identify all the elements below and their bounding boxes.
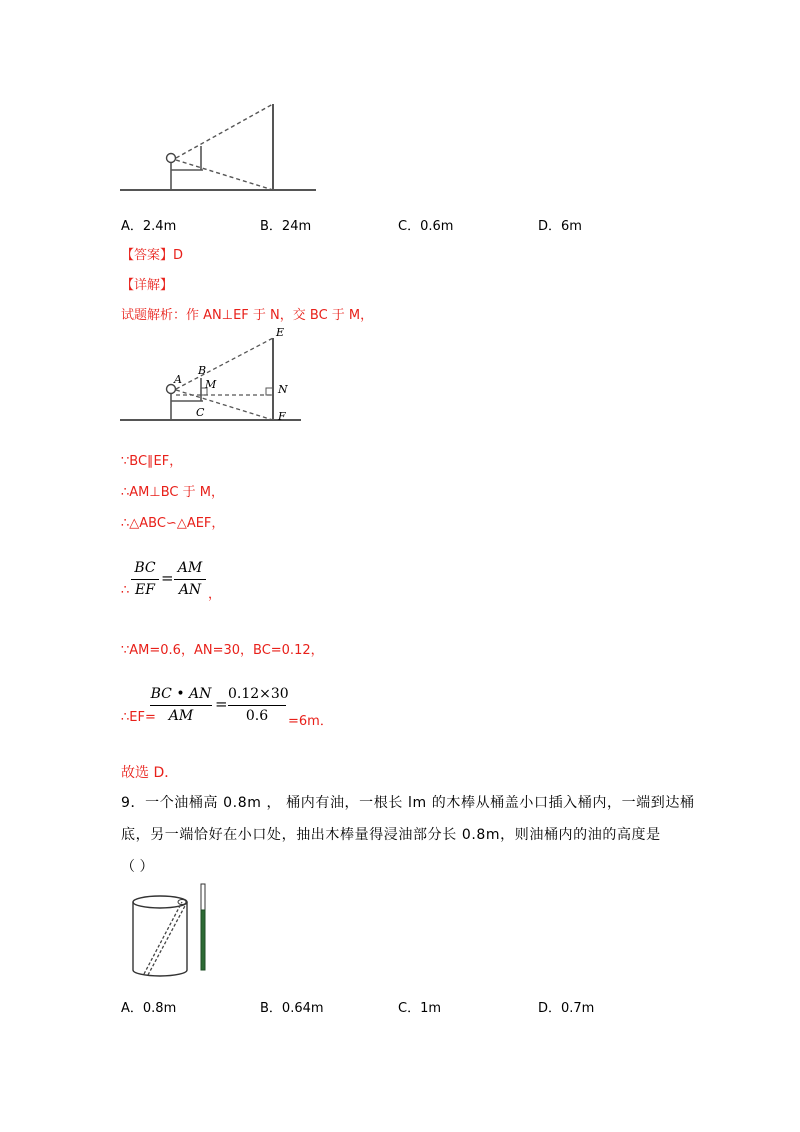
- ratio-right-numerator: AM: [177, 560, 203, 576]
- label-e: E: [276, 326, 285, 339]
- q9-line-1: 9．一个油桶高 0.8m ， 桶内有油，一根长 lm 的木棒从桶盖小口插入桶内，一端到达桶: [121, 795, 695, 811]
- step-parallel: ∵BC∥EF，: [121, 454, 183, 469]
- step-similar: ∴△ABC∽△AEF，: [121, 516, 225, 531]
- ef-frac1-bar: [150, 705, 212, 706]
- step-ef-prefix: ∴EF=: [121, 710, 156, 725]
- q9-option-c: C．1m: [398, 1001, 442, 1016]
- q9-option-a: A．0.8m: [121, 1001, 177, 1016]
- sight-line-bottom: [176, 160, 273, 190]
- figure-1-diagram: [118, 98, 318, 194]
- q9-line-2: 底，另一端恰好在小口处，抽出木棒量得浸油部分长 0.8m，则油桶内的油的高度是: [121, 827, 661, 843]
- q8-option-b: B．24m: [260, 219, 312, 234]
- ef-frac2-denominator: 0.6: [245, 708, 269, 724]
- analysis-text: 试题解析：作 AN⊥EF 于 N，交 BC 于 M，: [121, 308, 374, 323]
- q8-option-c: C．0.6m: [398, 219, 454, 234]
- label-m: M: [205, 378, 217, 391]
- ratio-right-denominator: AN: [178, 582, 202, 598]
- answer-label: 【答案】D: [121, 248, 184, 263]
- ratio-left-numerator: BC: [134, 560, 156, 576]
- label-f: F: [278, 410, 286, 423]
- conclusion: 故选 D．: [121, 765, 179, 781]
- label-b: B: [198, 364, 207, 377]
- eye-circle: [167, 154, 176, 163]
- ratio-right-bar: [174, 579, 206, 580]
- q9-paren: （ ）: [121, 859, 154, 875]
- label-c: C: [196, 406, 205, 419]
- figure-3-barrel-diagram: [128, 880, 223, 980]
- ratio-left-bar: [131, 579, 159, 580]
- step-values: ∵AM=0.6，AN=30，BC=0.12，: [121, 643, 324, 658]
- ef-frac2-bar: [228, 705, 286, 706]
- ef-frac1-denominator: AM: [168, 708, 194, 724]
- q8-option-a: A．2.4m: [121, 219, 177, 234]
- label-n: N: [278, 383, 288, 396]
- ratio-tail: ，: [208, 587, 222, 602]
- ratio-equals: =: [161, 569, 174, 587]
- ef-equals: =: [215, 695, 228, 713]
- figure-2-diagram: [118, 326, 303, 428]
- step-ratio-therefore: ∴: [121, 583, 130, 598]
- ef-frac2-numerator: 0.12×30: [228, 686, 289, 702]
- q9-option-b: B．0.64m: [260, 1001, 324, 1016]
- label-a: A: [174, 373, 182, 386]
- ratio-left-denominator: EF: [135, 582, 155, 598]
- ef-result: =6m．: [288, 714, 333, 729]
- q9-option-d: D．0.7m: [538, 1001, 595, 1016]
- detail-label: 【详解】: [121, 278, 174, 293]
- ef-frac1-numerator: BC • AN: [150, 686, 212, 702]
- step-perpendicular: ∴AM⊥BC 于 M，: [121, 485, 224, 500]
- sight-line-top: [176, 104, 273, 158]
- q8-option-d: D．6m: [538, 219, 582, 234]
